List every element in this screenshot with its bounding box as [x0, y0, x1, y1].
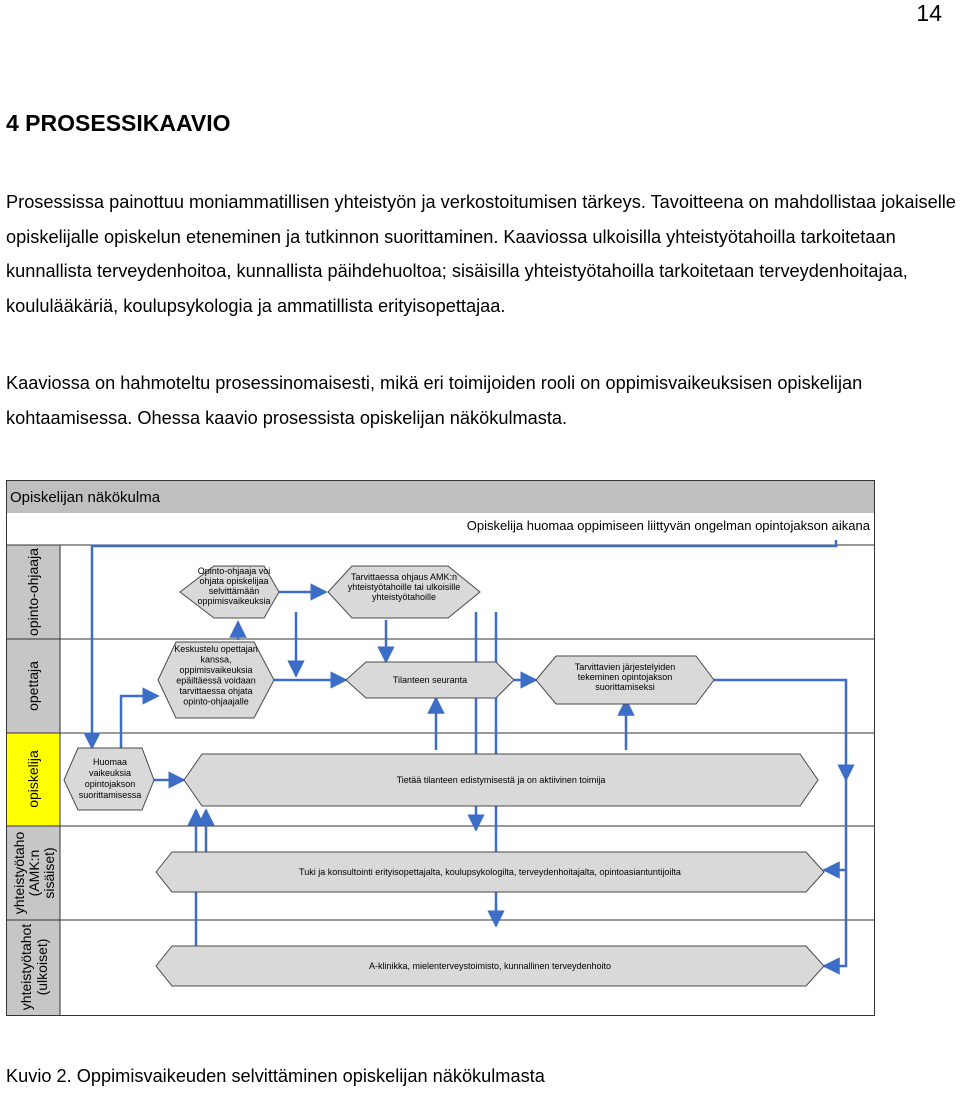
lane-label-internal-3: sisäiset) — [41, 847, 57, 899]
node-label-st1-line-3: suorittamisessa — [78, 790, 142, 800]
node-label-oo2-line-2: yhteistyötahoille — [371, 592, 437, 602]
paragraph-intro: Prosessissa painottuu moniammatillisen yhteistyön ja verkostoitumisen tärkeys. Tavoitteena on mahdollistaa jokaiselle opiskelijalle opiskelun eteneminen ja tutkinnon suorittaminen. Kaaviossa ulkoisilla yhteistyötahoilla tarkoitetaan kunnallista terveydenhoitoa, kunnallista päihdehuoltoa; sisäisilla yhteistyötahoilla tarkoitetaan terveydenhoitajaa, koululääkäriä, koulupsykologia ja ammatillista erityisopettajaa. — [6, 192, 956, 316]
node-label-oo1-line-2: selvittämään — [208, 586, 260, 596]
node-label-st1-line-0: Huomaa — [92, 757, 128, 767]
paragraph-diagram-description: Kaaviossa on hahmoteltu prosessinomaisesti, mikä eri toimijoiden rooli on oppimisvaikeuksisen opiskelijan kohtaamisessa. Ohessa kaavio prosessista opiskelijan näkökulmasta. — [6, 373, 863, 428]
node-label-op3-line-0: Tarvittavien järjestelyiden — [574, 662, 676, 672]
node-label-in1-line-0: Tuki ja konsultointi erityisopettajalta, koulupsykologilta, terveydenhoitajalta, opintoasiantuntijoilta — [299, 867, 681, 877]
diagram-title: Opiskelijan näkökulma — [10, 489, 161, 506]
node-label-oo1-line-3: oppimisvaikeuksia — [197, 596, 271, 606]
node-label-op3-line-1: tekeminen opintojakson — [577, 672, 673, 682]
node-label-op3-line-2: suorittamiseksi — [595, 682, 655, 692]
lane-label-opiskelija: opiskelija — [25, 750, 41, 808]
lane-label-opettaja: opettaja — [25, 661, 41, 711]
lane-label-internal-1: yhteistyötaho — [11, 831, 27, 915]
node-label-op2-line-0: Tilanteen seuranta — [392, 675, 468, 685]
node-label-st2-line-0: Tietää tilanteen edistymisestä ja on aktiivinen toimija — [396, 775, 606, 785]
node-label-op1-line-2: oppimisvaikeuksia — [179, 665, 253, 675]
lane-label-external-1: yhteistyötahot — [18, 923, 34, 1011]
figure-caption: Kuvio 2. Oppimisvaikeuden selvittäminen opiskelijan näkökulmasta — [6, 1066, 545, 1086]
section-heading: 4 PROSESSIKAAVIO — [6, 110, 231, 136]
node-label-op1-line-3: epäiltäessä voidaan — [176, 675, 256, 686]
process-diagram — [6, 480, 876, 1018]
lane-label-external-2: (ulkoiset) — [34, 938, 50, 996]
node-label-st1-line-2: opintojakson — [84, 779, 136, 789]
node-label-op1-line-1: kanssa, — [200, 654, 232, 665]
node-label-oo1-line-1: ohjata opiskelijaa — [199, 576, 269, 586]
node-label-op1-line-5: opinto-ohjaajalle — [183, 696, 249, 707]
node-label-oo2-line-1: yhteistyötahoille tai ulkoisille — [347, 582, 461, 592]
diagram-trigger-text: Opiskelija huomaa oppimiseen liittyvän ongelman opintojakson aikana — [466, 518, 870, 533]
node-label-oo2-line-0: Tarvittaessa ohjaus AMK:n — [350, 572, 458, 582]
page-number: 14 — [916, 0, 942, 26]
lane-label-opinto-ohjaaja: opinto-ohjaaja — [25, 548, 41, 636]
node-label-ex1-line-0: A-klinikka, mielenterveystoimisto, kunnallinen terveydenhoito — [368, 961, 612, 971]
lane-label-internal-2: (AMK:n — [26, 849, 42, 897]
node-label-oo1-line-0: Opinto-ohjaaja voi — [197, 566, 271, 576]
node-label-op1-line-0: Keskustelu opettajan — [174, 644, 258, 654]
node-label-op1-line-4: tarvittaessa ohjata — [179, 686, 253, 696]
node-label-st1-line-1: vaikeuksia — [88, 768, 132, 778]
